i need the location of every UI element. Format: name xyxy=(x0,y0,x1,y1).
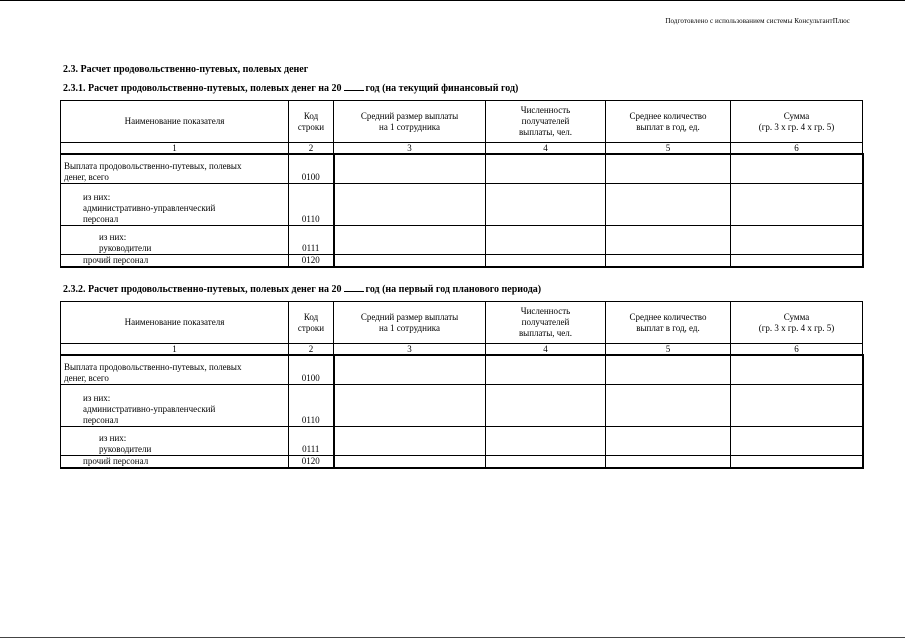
cell-count[interactable] xyxy=(486,154,606,183)
cell-count[interactable] xyxy=(486,225,606,254)
cell-avg[interactable] xyxy=(334,355,486,384)
table-row: прочий персонал 0120 xyxy=(61,254,863,267)
col-count-header: Численность получателей выплаты, чел. xyxy=(486,302,606,344)
cell-avg[interactable] xyxy=(334,183,486,225)
section-title: 2.3. Расчет продовольственно-путевых, полевых денег xyxy=(63,64,309,75)
column-numbers-row: 1 2 3 4 5 6 xyxy=(61,143,863,155)
cell-payments[interactable] xyxy=(606,455,731,468)
cell-avg[interactable] xyxy=(334,384,486,426)
table-row: Выплата продовольственно-путевых, полевых денег, всего 0100 xyxy=(61,154,863,183)
col-code-header: Код строки xyxy=(289,302,334,344)
col-avg-header: Средний размер выплаты на 1 сотрудника xyxy=(334,302,486,344)
cell-sum[interactable] xyxy=(731,225,863,254)
cell-avg[interactable] xyxy=(334,154,486,183)
col-sum-header: Сумма (гр. 3 x гр. 4 x гр. 5) xyxy=(731,101,863,143)
table-row: из них: административно-управленческий персонал 0110 xyxy=(61,384,863,426)
cell-payments[interactable] xyxy=(606,355,731,384)
cell-sum[interactable] xyxy=(731,455,863,468)
cell-avg[interactable] xyxy=(334,254,486,267)
table1-title: 2.3.1. Расчет продовольственно-путевых, полевых денег на 20 год (на текущий финансовый год) xyxy=(63,83,519,94)
table2-title: 2.3.2. Расчет продовольственно-путевых, полевых денег на 20 год (на первый год планового периода) xyxy=(63,284,542,295)
cell-sum[interactable] xyxy=(731,183,863,225)
cell-count[interactable] xyxy=(486,254,606,267)
cell-count[interactable] xyxy=(486,355,606,384)
col-sum-header: Сумма (гр. 3 x гр. 4 x гр. 5) xyxy=(731,302,863,344)
cell-sum[interactable] xyxy=(731,355,863,384)
cell-sum[interactable] xyxy=(731,426,863,455)
column-numbers-row: 1 2 3 4 5 6 xyxy=(61,344,863,356)
col-name-header: Наименование показателя xyxy=(61,302,289,344)
cell-count[interactable] xyxy=(486,183,606,225)
cell-sum[interactable] xyxy=(731,254,863,267)
bottom-border-line xyxy=(0,637,905,638)
col-payments-header: Среднее количество выплат в год, ед. xyxy=(606,101,731,143)
table-row: из них: административно-управленческий персонал 0110 xyxy=(61,183,863,225)
cell-count[interactable] xyxy=(486,426,606,455)
col-count-header: Численность получателей выплаты, чел. xyxy=(486,101,606,143)
cell-payments[interactable] xyxy=(606,154,731,183)
col-name-header: Наименование показателя xyxy=(61,101,289,143)
cell-avg[interactable] xyxy=(334,426,486,455)
col-avg-header: Средний размер выплаты на 1 сотрудника xyxy=(334,101,486,143)
cell-payments[interactable] xyxy=(606,225,731,254)
table-row: Выплата продовольственно-путевых, полевых денег, всего 0100 xyxy=(61,355,863,384)
table-row: из них: руководители 0111 xyxy=(61,426,863,455)
year-blank[interactable] xyxy=(344,82,364,91)
col-payments-header: Среднее количество выплат в год, ед. xyxy=(606,302,731,344)
cell-payments[interactable] xyxy=(606,384,731,426)
consultant-plus-note: Подготовлено с использованием системы КонсультантПлюс xyxy=(665,17,850,25)
cell-avg[interactable] xyxy=(334,455,486,468)
cell-count[interactable] xyxy=(486,384,606,426)
table1 xyxy=(60,100,864,268)
cell-payments[interactable] xyxy=(606,426,731,455)
top-border-line xyxy=(0,0,905,1)
cell-payments[interactable] xyxy=(606,254,731,267)
cell-payments[interactable] xyxy=(606,183,731,225)
col-code-header: Код строки xyxy=(289,101,334,143)
table-row: из них: руководители 0111 xyxy=(61,225,863,254)
table-row: прочий персонал 0120 xyxy=(61,455,863,468)
cell-sum[interactable] xyxy=(731,384,863,426)
year-blank[interactable] xyxy=(344,283,364,292)
cell-count[interactable] xyxy=(486,455,606,468)
cell-sum[interactable] xyxy=(731,154,863,183)
cell-avg[interactable] xyxy=(334,225,486,254)
table2 xyxy=(60,301,864,469)
